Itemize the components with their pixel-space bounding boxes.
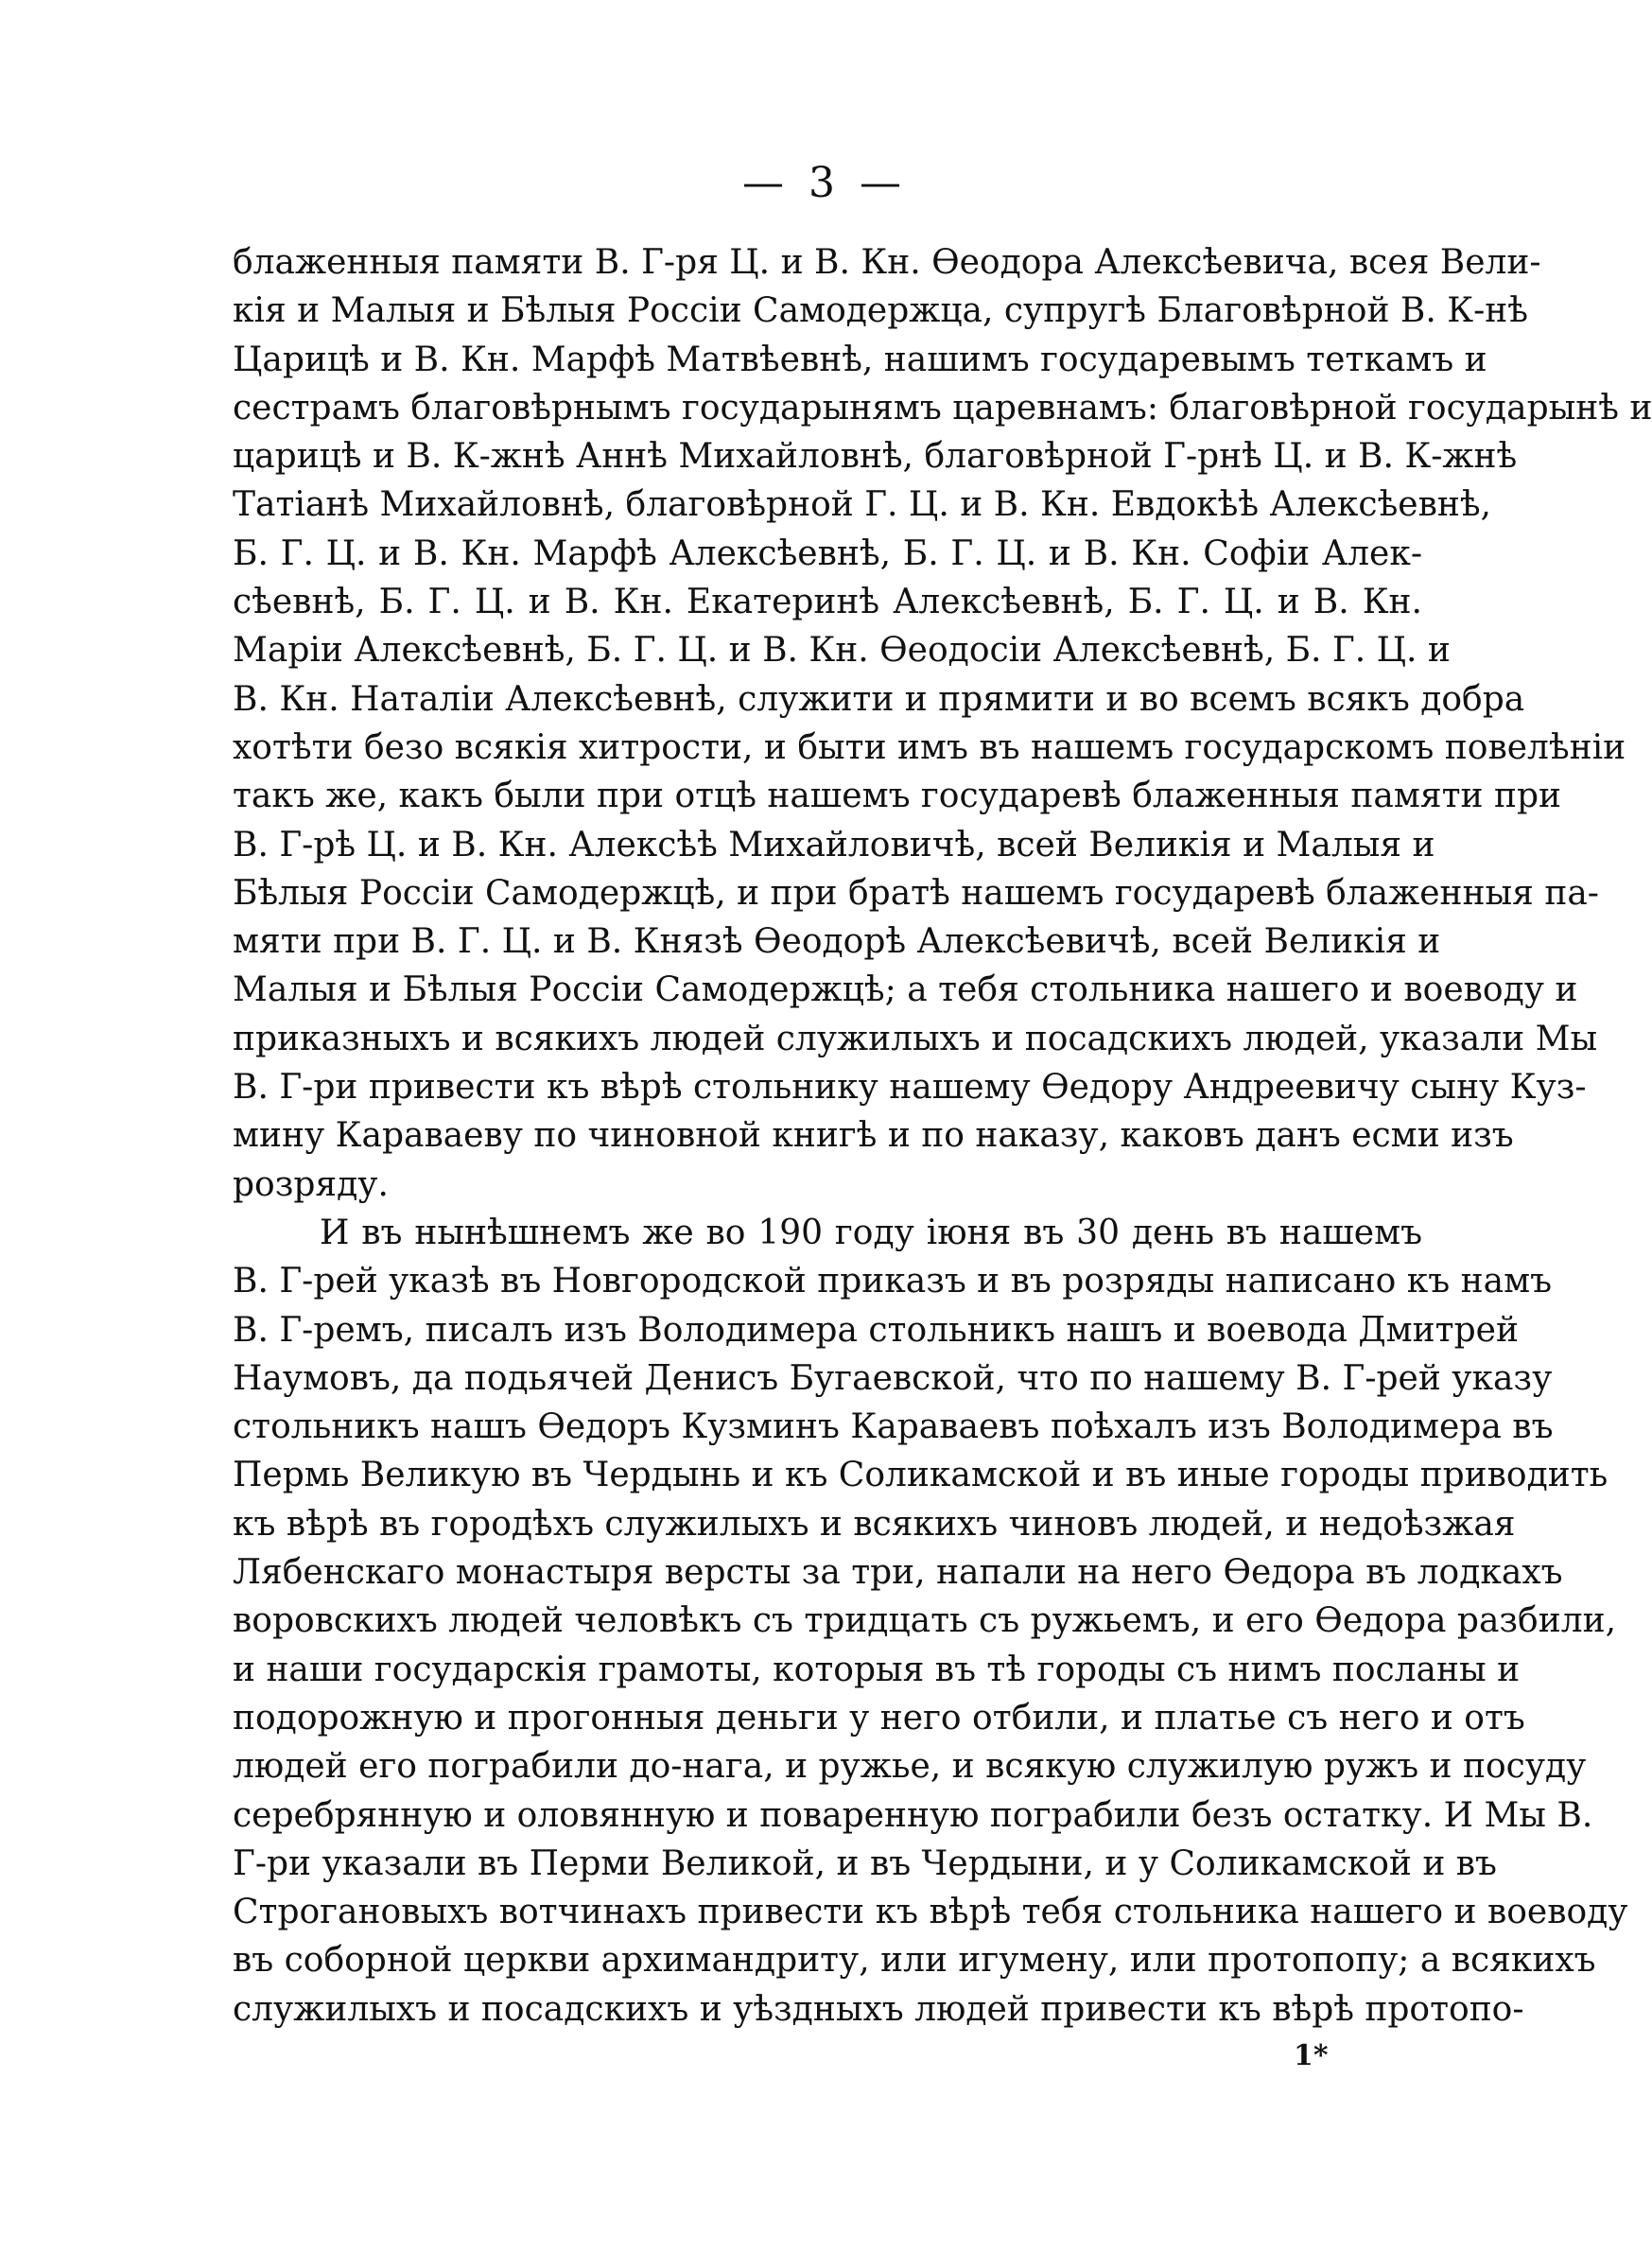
text-line: и наши государскія грамоты, которыя въ тѣ городы съ нимъ посланы и bbox=[233, 1650, 1521, 1689]
text-line: царицѣ и В. К-жнѣ Аннѣ Михайловнѣ, благовѣрной Г-рнѣ Ц. и В. К-жнѣ bbox=[233, 437, 1518, 477]
text-line: Наумовъ, да подьячей Денисъ Бугаевской, что по нашему В. Г-рей указу bbox=[233, 1358, 1553, 1398]
text-line: Пермь Великую въ Чердынь и къ Соликамской и въ иные городы приводить bbox=[233, 1456, 1609, 1495]
text-line: хотѣти безо всякія хитрости, и быти имъ въ нашемъ государскомъ повелѣніи bbox=[233, 727, 1626, 767]
text-line: въ соборной церкви архимандриту, или игумену, или протопопу; а всякихъ bbox=[233, 1941, 1596, 1981]
text-line: приказныхъ и всякихъ людей служилыхъ и посадскихъ людей, указали Мы bbox=[233, 1019, 1598, 1058]
page-number: — 3 — bbox=[742, 159, 907, 207]
text-line: Б. Г. Ц. и В. Кн. Марфѣ Алексѣевнѣ, Б. Г. Ц. и В. Кн. Софіи Алек- bbox=[233, 533, 1422, 573]
text-line: стольникъ нашъ Ѳедоръ Кузминъ Караваевъ поѣхалъ изъ Володимера въ bbox=[233, 1407, 1554, 1447]
text-line: В. Г-ри привести къ вѣрѣ стольнику нашему Ѳедору Андреевичу сыну Куз- bbox=[233, 1068, 1587, 1108]
text-line: служилыхъ и посадскихъ и уѣздныхъ людей привести къ вѣрѣ протопо- bbox=[233, 1989, 1524, 2029]
text-line: Малыя и Бѣлыя Россіи Самодержцѣ; а тебя стольника нашего и воеводу и bbox=[233, 970, 1578, 1010]
text-line: Татіанѣ Михайловнѣ, благовѣрной Г. Ц. и В. Кн. Евдокѣѣ Алексѣевнѣ, bbox=[233, 485, 1491, 525]
text-line: блаженныя памяти В. Г-ря Ц. и В. Кн. Ѳеодора Алексѣевича, всея Вели- bbox=[233, 243, 1541, 282]
text-line: кія и Малыя и Бѣлыя Россіи Самодержца, супругѣ Благовѣрной В. К-нѣ bbox=[233, 291, 1528, 331]
text-line: В. Г-рѣ Ц. и В. Кн. Алексѣѣ Михайловичѣ, всей Великія и Малыя и bbox=[233, 825, 1435, 865]
text-line: В. Г-рей указѣ въ Новгородской приказъ и въ розряды написано къ намъ bbox=[233, 1262, 1552, 1301]
text-line: такъ же, какъ были при отцѣ нашемъ государевѣ блаженныя памяти при bbox=[233, 777, 1561, 816]
text-line: Лябенскаго монастыря версты за три, напали на него Ѳедора въ лодкахъ bbox=[233, 1553, 1563, 1593]
text-line: Царицѣ и В. Кн. Марфѣ Матвѣевнѣ, нашимъ государевымъ теткамъ и bbox=[233, 340, 1487, 379]
text-line: подорожную и прогонныя деньги у него отбили, и платье съ него и отъ bbox=[233, 1698, 1525, 1738]
text-line: Бѣлыя Россіи Самодержцѣ, и при братѣ нашемъ государевѣ блаженныя па- bbox=[233, 873, 1599, 913]
text-line: Г-ри указали въ Перми Великой, и въ Чердыни, и у Соликамской и въ bbox=[233, 1843, 1497, 1883]
text-line: сестрамъ благовѣрнымъ государынямъ царевнамъ: благовѣрной государынѣ и bbox=[233, 388, 1652, 428]
text-line: мяти при В. Г. Ц. и В. Князѣ Ѳеодорѣ Алексѣевичѣ, всей Великія и bbox=[233, 922, 1441, 962]
text-line: Маріи Алексѣевнѣ, Б. Г. Ц. и В. Кн. Ѳеодосіи Алексѣевнѣ, Б. Г. Ц. и bbox=[233, 631, 1451, 671]
text-line: сѣевнѣ, Б. Г. Ц. и В. Кн. Екатеринѣ Алексѣевнѣ, Б. Г. Ц. и В. Кн. bbox=[233, 583, 1422, 622]
text-line: воровскихъ людей человѣкъ съ тридцать съ ружьемъ, и его Ѳедора разбили, bbox=[233, 1601, 1617, 1641]
signature-mark: 1* bbox=[1294, 2039, 1329, 2072]
text-line: В. Г-ремъ, писалъ изъ Володимера стольникъ нашъ и воевода Дмитрей bbox=[233, 1310, 1519, 1350]
text-line: людей его пограбили до-нага, и ружье, и всякую служилую ружъ и посуду bbox=[233, 1747, 1587, 1787]
text-line: серебрянную и оловянную и поваренную пограбили безъ остатку. И Мы В. bbox=[233, 1795, 1593, 1835]
text-line: мину Караваеву по чиновной книгѣ и по наказу, каковъ данъ есми изъ bbox=[233, 1116, 1514, 1156]
text-line: В. Кн. Наталіи Алексѣевнѣ, служити и прямити и во всемъ всякъ добра bbox=[233, 679, 1525, 719]
text-line: розряду. bbox=[233, 1164, 389, 1204]
text-line: къ вѣрѣ въ городѣхъ служилыхъ и всякихъ чиновъ людей, и недоѣзжая bbox=[233, 1504, 1516, 1544]
text-line: И въ нынѣшнемъ же во 190 году іюня въ 30 день въ нашемъ bbox=[320, 1213, 1422, 1252]
text-line: Строгановыхъ вотчинахъ привести къ вѣрѣ тебя стольника нашего и воеводу bbox=[233, 1893, 1628, 1932]
body-text bbox=[233, 238, 1652, 2034]
